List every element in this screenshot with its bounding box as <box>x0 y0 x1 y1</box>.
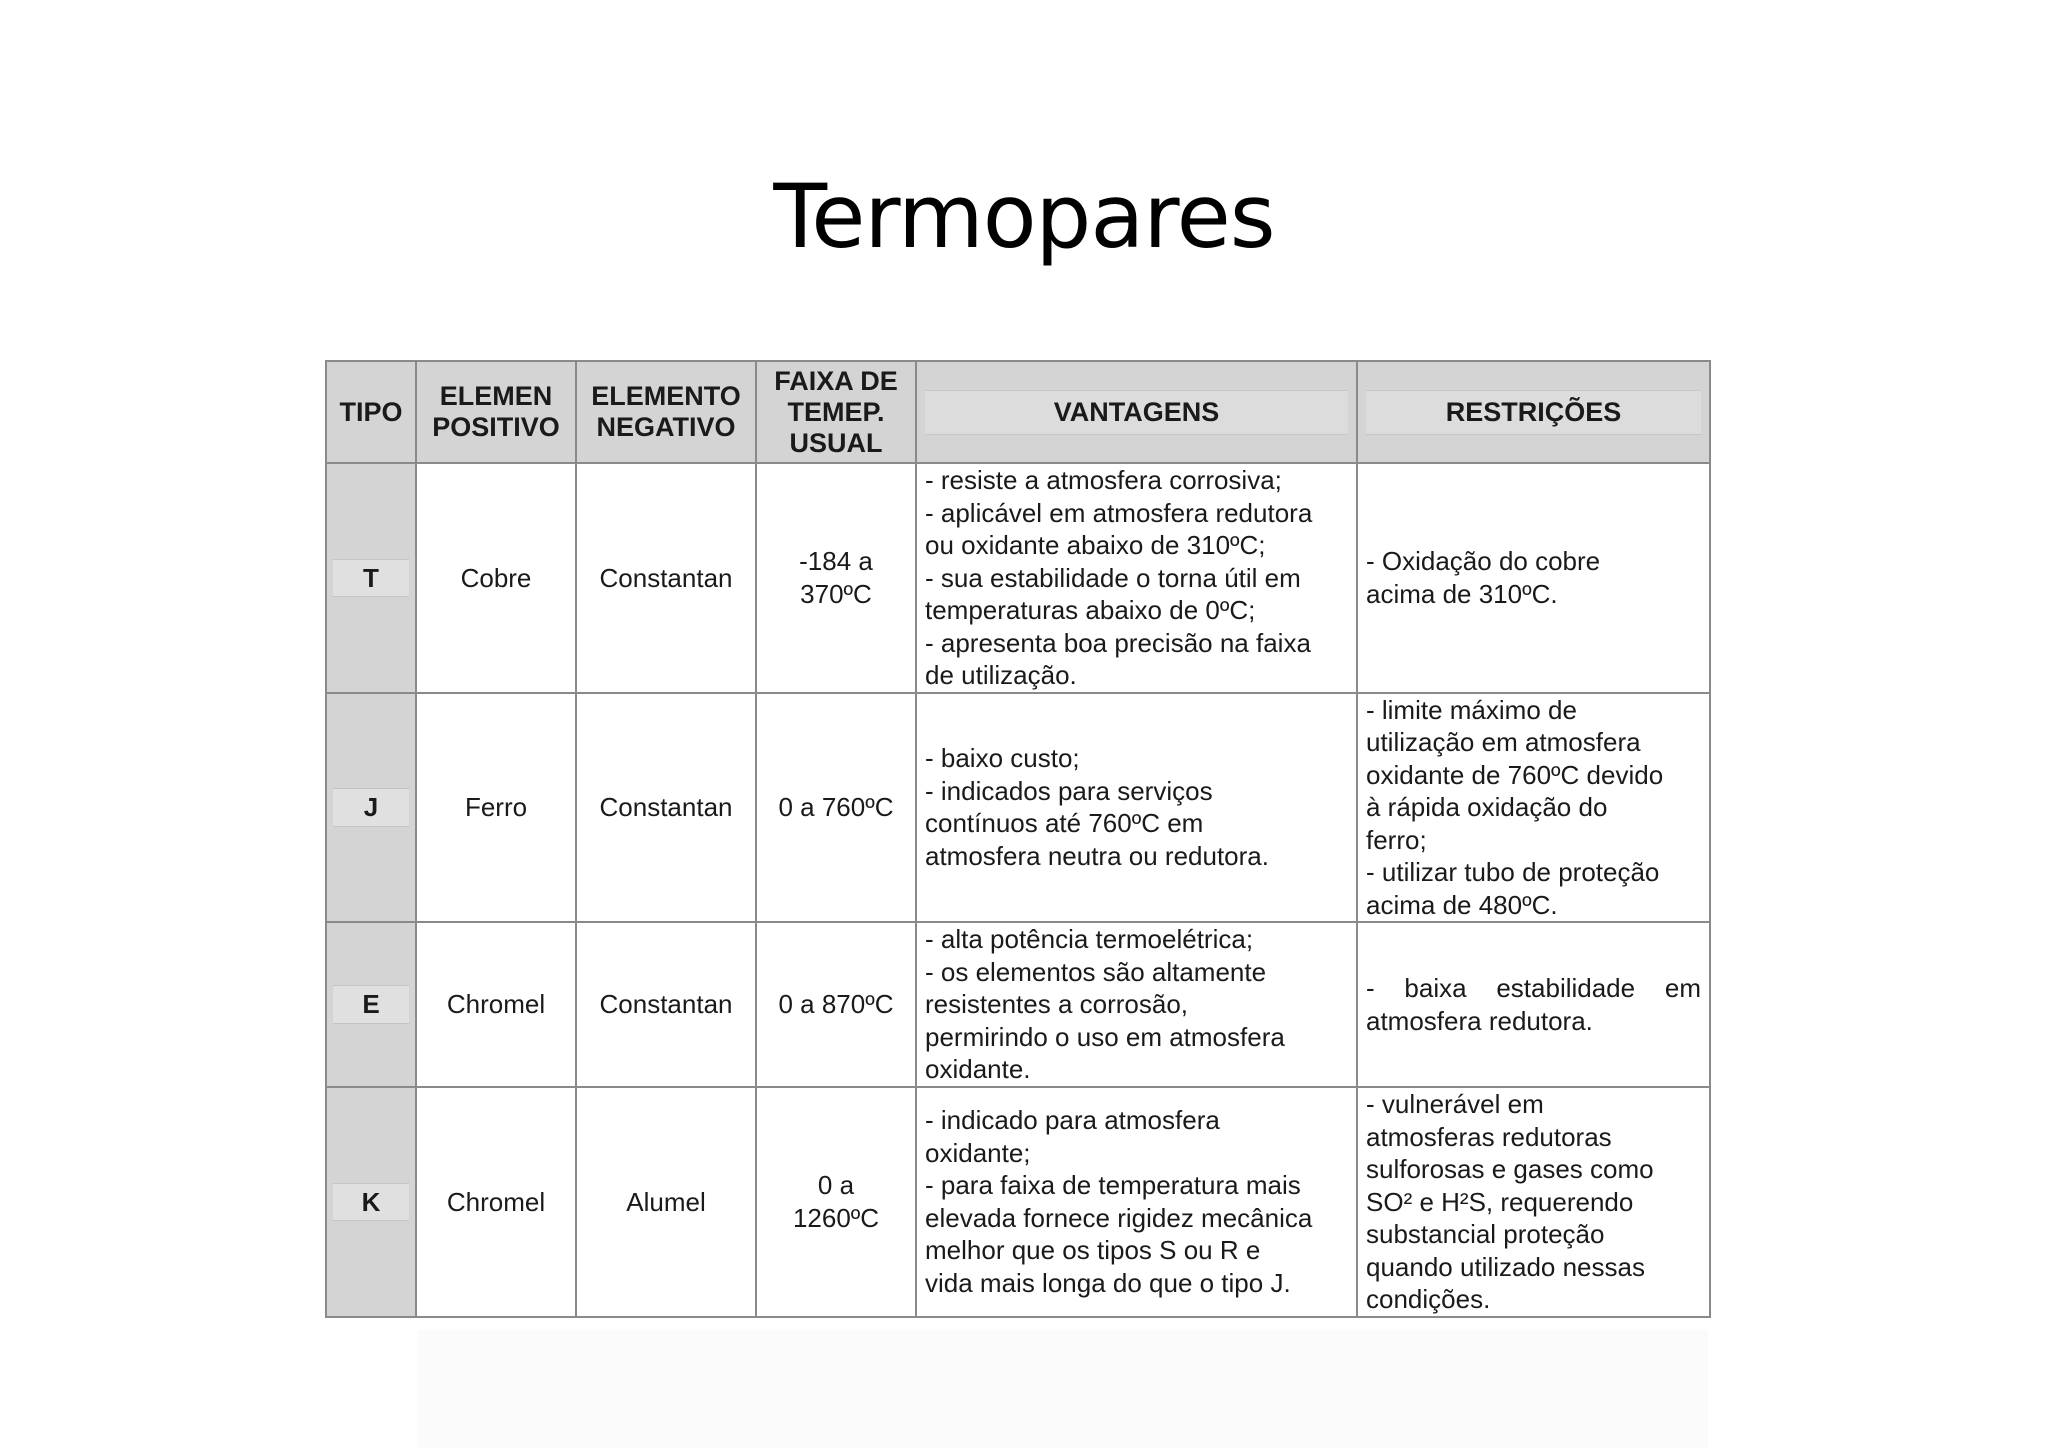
restricoes-line: atmosfera redutora. <box>1366 1005 1593 1036</box>
restricoes-line: - vulnerável em <box>1366 1089 1544 1119</box>
restricoes-line: atmosferas redutoras <box>1366 1121 1612 1152</box>
cell-restricoes <box>1357 1087 1710 1317</box>
cell-negativo: Alumel <box>576 1087 756 1317</box>
cell-vantagens <box>916 463 1357 693</box>
cell-restricoes <box>1357 693 1710 923</box>
table-row <box>326 463 1710 693</box>
vantagens-line: - indicado para atmosfera <box>925 1105 1220 1136</box>
cell-tipo <box>326 1087 416 1317</box>
restricoes-line: acima de 310ºC. <box>1366 578 1558 609</box>
vantagens-line: oxidante; <box>925 1137 1031 1168</box>
header-elemento-negativo <box>576 361 756 463</box>
vantagens-line: permirindo o uso em atmosfera <box>925 1021 1285 1052</box>
vantagens-line: atmosfera neutra ou redutora. <box>925 840 1269 871</box>
vantagens-line: temperaturas abaixo de 0ºC; <box>925 595 1256 625</box>
restricoes-line: oxidante de 760ºC devido <box>1366 759 1664 790</box>
header-faixa-line1: FAIXA DE <box>774 365 898 396</box>
header-positivo-line1: ELEMEN <box>439 381 553 411</box>
vantagens-line: de utilização. <box>925 660 1077 690</box>
faixa-line1: 0 a <box>817 1170 855 1201</box>
vantagens-line: - alta potência termoelétrica; <box>925 924 1254 955</box>
vantagens-line: oxidante. <box>925 1054 1031 1085</box>
cell-negativo: Constantan <box>576 463 756 693</box>
tipo-label: T <box>333 559 409 598</box>
cell-tipo <box>326 693 416 923</box>
restricoes-line: - Oxidação do cobre <box>1366 546 1601 577</box>
cell-negativo: Constantan <box>576 693 756 923</box>
header-faixa-line2: TEMEP. <box>787 396 885 427</box>
cell-restricoes <box>1357 463 1710 693</box>
header-faixa-line3: USUAL <box>789 427 883 458</box>
table-row <box>326 693 1710 923</box>
vantagens-line: elevada fornece rigidez mecânica <box>925 1202 1313 1233</box>
restricoes-line: ferro; <box>1366 824 1427 855</box>
cell-restricoes <box>1357 922 1710 1087</box>
vantagens-line: melhor que os tipos S ou R e <box>925 1235 1261 1266</box>
cell-tipo <box>326 463 416 693</box>
restricoes-line: SO² e H²S, requerendo <box>1366 1186 1634 1217</box>
restricoes-line: sulforosas e gases como <box>1366 1154 1654 1184</box>
header-positivo-line2: POSITIVO <box>432 412 560 442</box>
cell-vantagens <box>916 922 1357 1087</box>
vantagens-line: - resiste a atmosfera corrosiva; <box>925 465 1282 495</box>
header-negativo-line2: NEGATIVO <box>596 412 736 442</box>
vantagens-line: - baixo custo; <box>925 743 1080 774</box>
cell-faixa <box>756 693 916 923</box>
faixa-line2: 1260ºC <box>792 1202 880 1233</box>
cell-negativo: Constantan <box>576 922 756 1087</box>
header-restricoes-label: RESTRIÇÕES <box>1366 390 1701 435</box>
page-title: Termopares <box>773 165 1275 268</box>
header-vantagens-label: VANTAGENS <box>925 390 1348 435</box>
faixa-line1: 0 a 760ºC <box>778 792 894 822</box>
cell-positivo: Chromel <box>416 1087 576 1317</box>
restricoes-line: - limite máximo de <box>1366 694 1577 725</box>
header-restricoes <box>1357 361 1710 463</box>
vantagens-line: - sua estabilidade o torna útil em <box>925 562 1301 593</box>
restricoes-line: condições. <box>1366 1284 1491 1314</box>
tipo-label: K <box>333 1183 409 1222</box>
vantagens-line: resistentes a corrosão, <box>925 989 1189 1020</box>
vantagens-line: ou oxidante abaixo de 310ºC; <box>925 530 1266 560</box>
tipo-label: J <box>333 788 409 827</box>
restricoes-line: - baixa estabilidade em <box>1366 973 1701 1003</box>
faixa-line1: 0 a 870ºC <box>778 989 894 1020</box>
header-tipo <box>326 361 416 463</box>
background-band <box>418 1330 1708 1448</box>
cell-vantagens <box>916 693 1357 923</box>
cell-positivo: Cobre <box>416 463 576 693</box>
vantagens-line: - indicados para serviços <box>925 775 1213 806</box>
restricoes-line: - utilizar tubo de proteção <box>1366 857 1660 887</box>
restricoes-line: à rápida oxidação do <box>1366 792 1608 822</box>
header-tipo-label: TIPO <box>339 396 403 427</box>
cell-positivo: Chromel <box>416 922 576 1087</box>
vantagens-line: vida mais longa do que o tipo J. <box>925 1267 1291 1298</box>
header-faixa-temperatura <box>756 361 916 463</box>
table-row <box>326 1087 1710 1317</box>
cell-faixa <box>756 922 916 1087</box>
cell-vantagens <box>916 1087 1357 1317</box>
vantagens-line: - os elementos são altamente <box>925 956 1267 987</box>
header-negativo-line1: ELEMENTO <box>591 381 741 411</box>
cell-faixa <box>756 1087 916 1317</box>
cell-tipo <box>326 922 416 1087</box>
table-header-row <box>326 361 1710 463</box>
restricoes-line: utilização em atmosfera <box>1366 727 1641 757</box>
cell-positivo: Ferro <box>416 693 576 923</box>
restricoes-line: quando utilizado nessas <box>1366 1251 1645 1282</box>
tipo-label: E <box>333 985 409 1024</box>
vantagens-line: - para faixa de temperatura mais <box>925 1170 1301 1201</box>
faixa-line2: 370ºC <box>800 578 872 609</box>
cell-faixa <box>756 463 916 693</box>
restricoes-line: acima de 480ºC. <box>1366 889 1558 920</box>
vantagens-line: - aplicável em atmosfera redutora <box>925 497 1313 528</box>
thermocouple-table-container <box>325 360 1709 1318</box>
faixa-line1: -184 a <box>799 546 873 577</box>
vantagens-line: - apresenta boa precisão na faixa <box>925 627 1311 658</box>
thermocouple-table <box>325 360 1711 1318</box>
table-row <box>326 922 1710 1087</box>
header-vantagens <box>916 361 1357 463</box>
restricoes-line: substancial proteção <box>1366 1219 1605 1249</box>
vantagens-line: contínuos até 760ºC em <box>925 808 1204 839</box>
header-elemento-positivo <box>416 361 576 463</box>
